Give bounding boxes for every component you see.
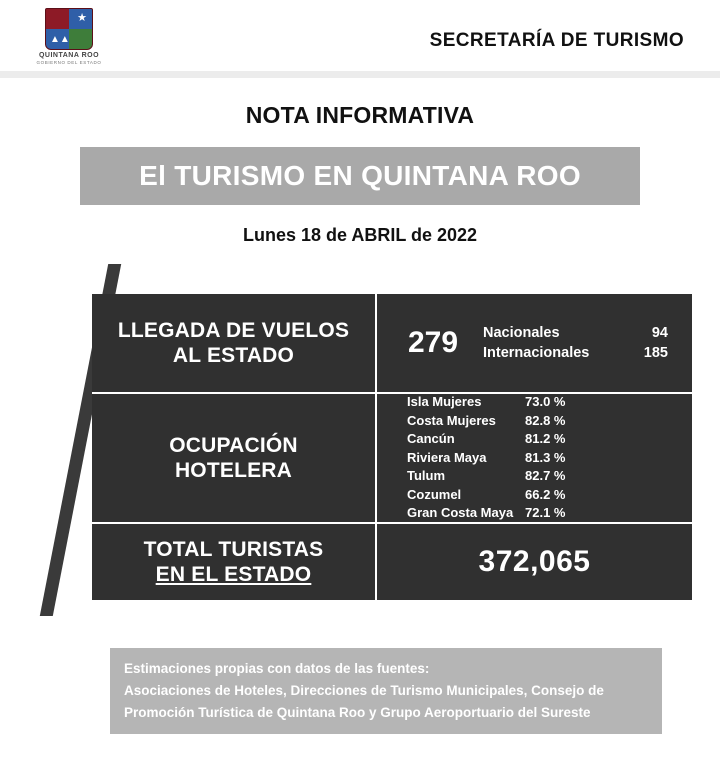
page-title: NOTA INFORMATIVA <box>245 102 475 128</box>
occupancy-name: Costa Mujeres <box>407 412 496 428</box>
flights-national-label: Nacionales <box>483 325 560 341</box>
flights-value-cell <box>377 294 692 392</box>
sources-line-2: Asociaciones de Hoteles, Direcciones de Turismo Municipales, Consejo de <box>124 682 604 698</box>
occupancy-name: Cancún <box>407 431 455 447</box>
occupancy-value: 72.1 % <box>525 505 566 521</box>
occupancy-value-cell <box>377 394 692 522</box>
occupancy-list <box>387 393 587 522</box>
flights-label-line1: LLEGADA DE VUELOS <box>117 318 350 342</box>
list-item <box>479 343 682 363</box>
occupancy-value: 82.7 % <box>525 468 566 484</box>
page-header <box>0 0 720 78</box>
list-item <box>407 430 587 448</box>
occupancy-name: Tulum <box>407 468 446 484</box>
department-title: SECRETARÍA DE TURISMO <box>429 30 684 51</box>
banner <box>80 147 640 205</box>
list-item <box>407 467 587 485</box>
occupancy-value: 81.2 % <box>525 431 566 447</box>
occupancy-name: Riviera Maya <box>407 449 487 465</box>
occupancy-name: Isla Mujeres <box>407 394 482 410</box>
table-row <box>92 394 692 524</box>
logo-state-name: QUINTANA ROO <box>38 52 100 59</box>
table-row <box>92 294 692 394</box>
stats-table <box>92 294 692 600</box>
occupancy-name: Cozumel <box>407 486 462 502</box>
list-item <box>407 412 587 430</box>
list-item <box>407 504 587 522</box>
occupancy-name: Gran Costa Maya <box>407 505 514 521</box>
flights-national-value: 94 <box>651 325 668 341</box>
flights-label-cell <box>92 294 377 392</box>
occupancy-value: 66.2 % <box>525 486 566 502</box>
occupancy-label-cell <box>92 394 377 522</box>
logo-subtitle: GOBIERNO DEL ESTADO <box>36 60 102 65</box>
coat-of-arms-icon <box>45 8 93 50</box>
total-value-cell <box>377 524 692 600</box>
flights-international-label: Internacionales <box>483 345 590 361</box>
flights-total: 279 <box>407 326 459 359</box>
total-label-line2: EN EL ESTADO <box>155 563 312 586</box>
occupancy-value: 73.0 % <box>525 394 566 410</box>
flights-breakdown <box>479 323 682 363</box>
data-board <box>0 264 720 604</box>
list-item <box>407 393 587 411</box>
tree-icon: ▲▲ <box>50 34 70 45</box>
flights-international-value: 185 <box>643 345 668 361</box>
banner-title: El TURISMO EN QUINTANA ROO <box>139 160 581 191</box>
sources-line-3: Promoción Turística de Quintana Roo y Grupo Aeroportuario del Sureste <box>124 704 591 720</box>
flights-label-line2: AL ESTADO <box>172 344 295 367</box>
list-item <box>407 449 587 467</box>
list-item <box>479 323 682 343</box>
sources-line-1: Estimaciones propias con datos de las fuentes: <box>124 661 430 676</box>
table-row <box>92 524 692 600</box>
occupancy-label-line2: HOTELERA <box>174 459 293 482</box>
sources-note <box>110 648 662 734</box>
list-item <box>407 486 587 504</box>
star-icon: ★ <box>77 12 87 24</box>
total-tourists-value: 372,065 <box>478 545 591 578</box>
total-label-line1: TOTAL TURISTAS <box>143 537 324 561</box>
quintana-roo-logo <box>32 8 106 65</box>
report-date: Lunes 18 de ABRIL de 2022 <box>242 225 478 245</box>
occupancy-value: 81.3 % <box>525 449 566 465</box>
total-label-cell <box>92 524 377 600</box>
occupancy-value: 82.8 % <box>525 412 566 428</box>
occupancy-label-line1: OCUPACIÓN <box>169 433 298 457</box>
header-divider <box>0 71 720 78</box>
